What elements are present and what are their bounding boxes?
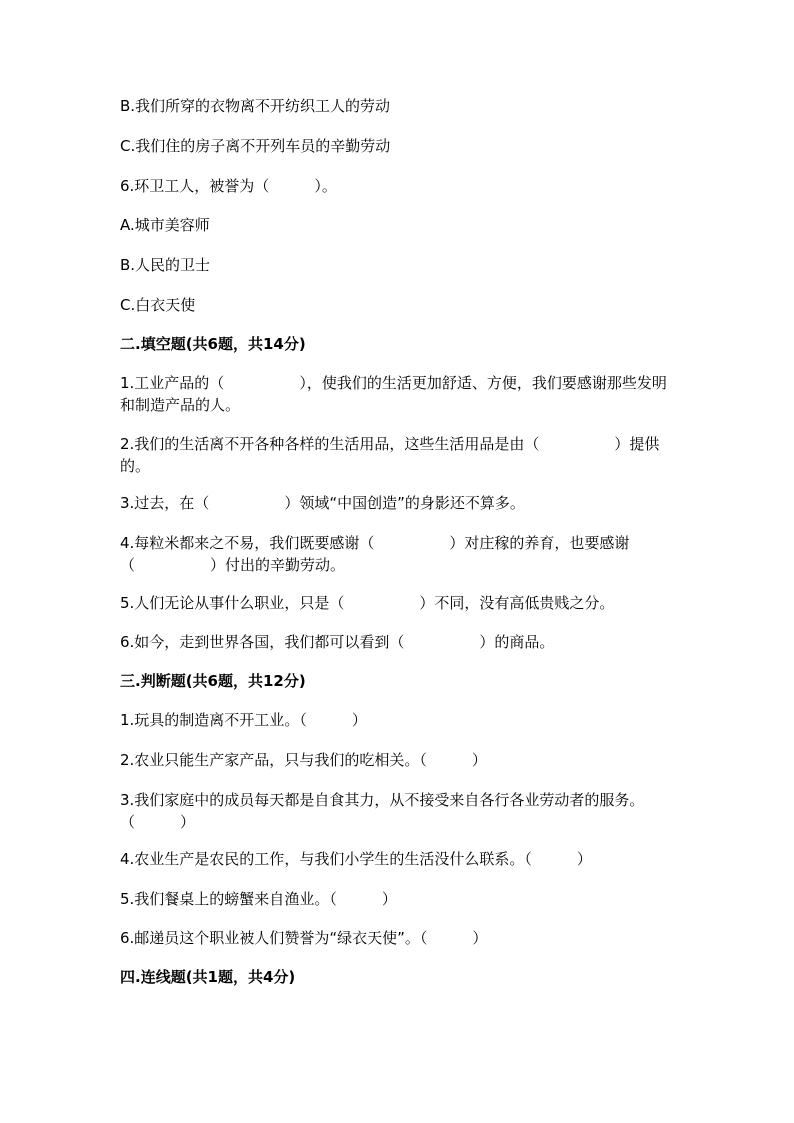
question-6-option-b: B.人民的卫士: [120, 256, 211, 274]
question-6-stem: 6.环卫工人，被誉为（ ）。: [120, 177, 337, 195]
section-2-title: 二.填空题(共6题，共14分): [120, 335, 306, 353]
judge-item-4: 4.农业生产是农民的工作，与我们小学生的生活没什么联系。（ ）: [120, 850, 592, 868]
fill-blank-item-2: 2.我们的生活离不开各种各样的生活用品，这些生活用品是由（ ）提供的。: [120, 435, 660, 475]
option-b-clothing: B.我们所穿的衣物离不开纺织工人的劳动: [120, 97, 391, 115]
fill-blank-item-5: 5.人们无论从事什么职业，只是（ ）不同，没有高低贵贱之分。: [120, 594, 615, 612]
judge-item-3: 3.我们家庭中的成员每天都是自食其力，从不接受来自各行各业劳动者的服务。（ ）: [120, 791, 645, 831]
option-c-house: C.我们住的房子离不开列车员的辛勤劳动: [120, 137, 391, 155]
fill-blank-item-4: 4.每粒米都来之不易，我们既要感谢（ ）对庄稼的养育，也要感谢（ ）付出的辛勤劳动。: [120, 534, 630, 574]
section-3-title: 三.判断题(共6题，共12分): [120, 672, 306, 690]
fill-blank-item-3: 3.过去，在（ ）领域“中国创造”的身影还不算多。: [120, 494, 525, 512]
judge-item-6: 6.邮递员这个职业被人们赞誉为“绿衣天使”。（ ）: [120, 929, 488, 947]
fill-blank-item-1: 1.工业产品的（ ），使我们的生活更加舒适、方便，我们要感谢那些发明和制造产品的人。: [120, 374, 667, 414]
judge-item-2: 2.农业只能生产家产品，只与我们的吃相关。（ ）: [120, 751, 487, 769]
question-6-option-c: C.白衣天使: [120, 296, 196, 314]
judge-item-5: 5.我们餐桌上的螃蟹来自渔业。（ ）: [120, 890, 397, 908]
fill-blank-item-6: 6.如今，走到世界各国，我们都可以看到（ ）的商品。: [120, 633, 555, 651]
question-6-option-a: A.城市美容师: [120, 216, 210, 234]
section-4-title: 四.连线题(共1题，共4分): [120, 968, 296, 986]
judge-item-1: 1.玩具的制造离不开工业。（ ）: [120, 711, 367, 729]
